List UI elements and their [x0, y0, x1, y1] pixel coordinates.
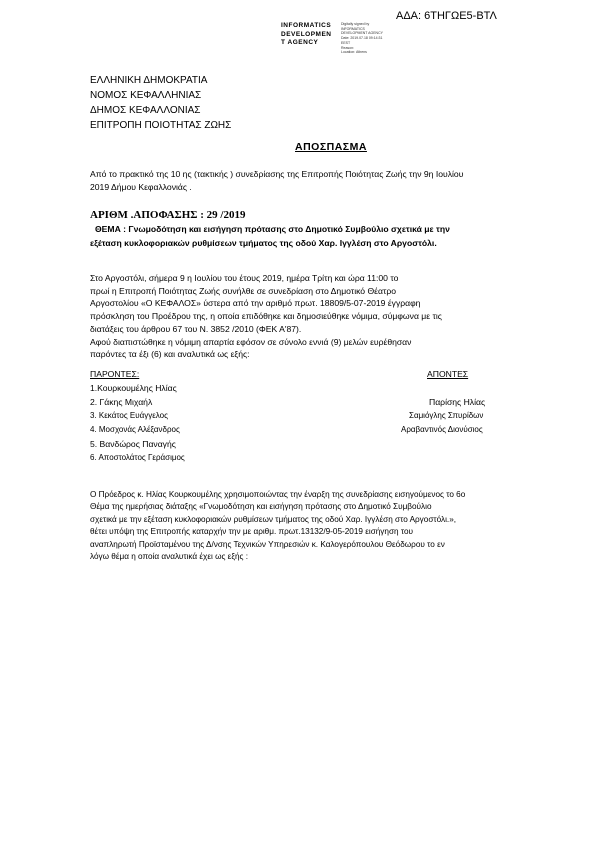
issuer-header: [90, 73, 231, 133]
stamp-detail: EEST: [341, 40, 351, 45]
meeting-line: Αργοστολίου «Ο ΚΕΦΑΛΟΣ» ύστερα από την αριθμό πρωτ. 18809/5-07-2019 έγγραφη: [90, 298, 421, 309]
present-member: 3. Κεκάτος Ευάγγελος: [90, 411, 168, 420]
proceedings-line: σχετικά με την εξέταση κυκλοφοριακών ρυθμίσεων τμήματος της οδού Χαρ. Ιγγλέση στο Αργοστόλι.»,: [90, 514, 457, 524]
proceedings-line: Θέμα της ημερήσιας διάταξης «Γνωμοδότηση και εισήγηση πρότασης στο Δημοτικό Συμβούλιο: [90, 502, 432, 512]
meeting-line: πρωί η Επιτροπή Ποιότητας Ζωής συνήλθε σε συνεδρίαση στο Δημοτικό Θέατρο: [90, 285, 397, 296]
present-member: 5. Βανδώρος Παναγής: [90, 439, 176, 449]
meeting-line: Στο Αργοστόλι, σήμερα 9 η Ιουλίου του έτους 2019, ημέρα Τρίτη και ώρα 11:00 το: [90, 273, 399, 283]
proceedings-paragraph: [90, 489, 465, 563]
absent-member: Αραβαντινός Διονύσιος: [401, 425, 483, 434]
proceedings-line: αναπληρωτή Προϊσταμένου της Δ/νσης Τεχνικών Υπηρεσιών κ. Καλογερόπουλου Θεόδωρου το εν: [90, 539, 445, 549]
stamp-detail: Digitally signed by: [341, 22, 370, 26]
intro-paragraph: [90, 168, 463, 193]
stamp-detail: Reason:: [341, 45, 355, 50]
meeting-line: διατάξεις του άρθρου 67 του Ν. 3852 /2010 (ΦΕΚ Α'87).: [90, 323, 302, 334]
proceedings-line: Ο Πρόεδρος κ. Ηλίας Κουρκουμέλης χρησιμοποιώντας την έναρξη της συνεδρίασης εισηγούμενος το 6ο: [90, 490, 466, 499]
stamp-line: INFORMATICS: [281, 22, 332, 29]
present-header: ΠΑΡΟΝΤΕΣ:: [90, 369, 140, 379]
meeting-line: Αφού διαπιστώθηκε η νόμιμη απαρτία εφόσον σε σύνολο εννιά (9) μελών ευρέθησαν: [90, 336, 412, 347]
intro-line: 2019 Δήμου Κεφαλλονιάς .: [90, 181, 192, 192]
absent-member: Σαμιόγλης Σπυρίδων: [409, 411, 484, 420]
document-title: ΑΠΟΣΠΑΣΜΑ: [295, 141, 367, 153]
stamp-detail: DEVELOPMENT AGENCY: [341, 31, 383, 36]
intro-line: Από το πρακτικό της 10 ης (τακτικής ) συνεδρίασης της Επιτροπής Ποιότητας Ζωής την 9η Ιουλίου: [90, 169, 464, 179]
present-member: 6. Αποστολάτος Γεράσιμος: [90, 453, 185, 462]
stamp-detail: INFORMATICS: [341, 26, 365, 31]
stamp-detail: Date: 2019.07.18 09:14:31: [341, 36, 383, 41]
present-member: 4. Μοσχονάς Αλέξανδρος: [90, 425, 180, 434]
proceedings-line: λόγω θέμα η οποία αναλυτικά έχει ως εξής :: [90, 552, 249, 562]
stamp-detail: Location: Athens: [341, 50, 367, 55]
stamp-line: T AGENCY: [281, 39, 319, 46]
subject-line: ΘΕΜΑ : Γνωμοδότηση και εισήγηση πρότασης στο Δημοτικό Συμβούλιο σχετικά με την: [95, 224, 450, 234]
meeting-paragraph: [90, 272, 442, 361]
meeting-line: πρόσκληση του Προέδρου της, η οποία επιδόθηκε και δημοσιεύθηκε νόμιμα, σύμφωνα με τις: [90, 311, 442, 322]
proceedings-line: θέτει υπόψη της Επιτροπής καταρχήν την με αριθμ. πρωτ.13132/9-05-2019 εισήγηση του: [90, 527, 413, 537]
present-member: 1.Κουρκουμέλης Ηλίας: [90, 383, 177, 393]
header-line: ΕΛΛΗΝΙΚΗ ΔΗΜΟΚΡΑΤΙΑ: [90, 75, 208, 86]
present-member: 2. Γάκης Μιχαήλ: [90, 397, 153, 407]
stamp-details: [341, 22, 383, 55]
absent-member: Παρίσης Ηλίας: [429, 397, 486, 407]
header-line: ΕΠΙΤΡΟΠΗ ΠΟΙΟΤΗΤΑΣ ΖΩΗΣ: [90, 120, 232, 131]
digital-signature-stamp: [281, 22, 383, 55]
meeting-line: παρόντες τα έξι (6) και αναλυτικά ως εξής:: [90, 349, 250, 360]
ada-code: ΑΔΑ: 6ΤΗΓΩΕ5-ΒΤΛ: [396, 10, 497, 22]
header-line: ΔΗΜΟΣ ΚΕΦΑΛΛΟΝΙΑΣ: [90, 105, 201, 116]
header-line: ΝΟΜΟΣ ΚΕΦΑΛΛΗΝΙΑΣ: [90, 90, 202, 101]
absent-header: ΑΠΟΝΤΕΣ: [427, 369, 469, 379]
decision-number: ΑΡΙΘΜ .ΑΠΟΦΑΣΗΣ : 29 /2019: [90, 209, 246, 221]
stamp-line: DEVELOPMEN: [281, 30, 332, 38]
subject-line: εξέταση κυκλοφοριακών ρυθμίσεων τμήματος της οδού Χαρ. Ιγγλέση στο Αργοστόλι.: [90, 238, 437, 248]
subject: [90, 222, 450, 250]
